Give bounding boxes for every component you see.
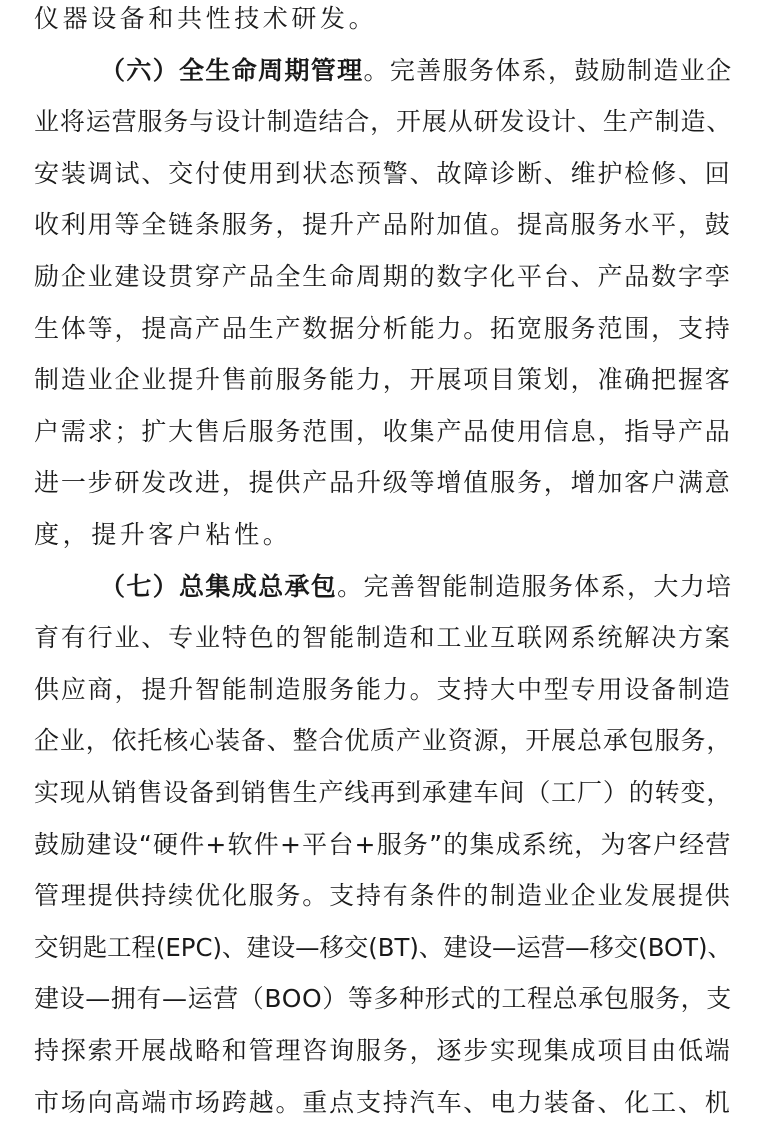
text-line — [0, 715, 760, 767]
text-line — [0, 922, 760, 974]
text-line — [0, 457, 760, 509]
text-line — [0, 96, 760, 148]
text-line — [0, 148, 760, 200]
section-heading: （七）总集成总承包 — [100, 571, 338, 601]
text-line — [0, 870, 760, 922]
body-text: 收利用等全链条服务，提升产品附加值。提高服务水平，鼓 — [34, 210, 732, 240]
body-text: 市场向高端市场跨越。重点支持汽车、电力装备、化工、机 — [34, 1087, 732, 1117]
text-line — [0, 819, 760, 871]
body-text: 实现从销售设备到销售生产线再到承建车间（工厂）的转变， — [34, 778, 733, 807]
section-heading: （六）全生命周期管理 — [100, 55, 364, 85]
body-text: 仪器设备和共性技术研发。 — [34, 4, 378, 33]
body-text: 。完善智能制造服务体系，大力培 — [337, 571, 733, 601]
text-line — [0, 1077, 760, 1129]
text-line — [0, 251, 760, 303]
body-text: 供应商，提升智能制造服务能力。支持大中型专用设备制造 — [34, 674, 732, 704]
text-line — [0, 0, 760, 45]
text-line — [0, 1025, 760, 1077]
text-line — [0, 561, 760, 613]
text-line — [0, 303, 760, 355]
body-text: 制造业企业提升售前服务能力，开展项目策划，准确把握客 — [34, 365, 732, 395]
text-line — [0, 612, 760, 664]
body-text: 建设—拥有—运营（BOO）等多种形式的工程总承包服务，支 — [34, 984, 732, 1014]
body-text: 管理提供持续优化服务。支持有条件的制造业企业发展提供 — [34, 881, 732, 911]
body-text: 励企业建设贯穿产品全生命周期的数字化平台、产品数字孪 — [34, 262, 732, 291]
body-text: 户需求；扩大售后服务范围，收集产品使用信息，指导产品 — [34, 416, 732, 446]
text-line — [0, 973, 760, 1025]
body-text: 鼓励建设“硬件+软件+平台+服务”的集成系统，为客户经营 — [34, 829, 732, 859]
body-text: 进一步研发改进，提供产品升级等增值服务，增加客户满意 — [34, 468, 732, 498]
text-line — [0, 199, 760, 251]
text-line — [0, 406, 760, 458]
body-text: 生体等，提高产品生产数据分析能力。拓宽服务范围，支持 — [34, 313, 732, 343]
body-text: 业将运营服务与设计制造结合，开展从研发设计、生产制造、 — [34, 107, 733, 137]
body-text: 。完善服务体系，鼓励制造业企 — [363, 55, 733, 85]
text-line — [0, 509, 760, 561]
text-line — [0, 354, 760, 406]
text-line — [0, 664, 760, 716]
body-text: 安装调试、交付使用到状态预警、故障诊断、维护检修、回 — [34, 158, 732, 188]
body-text: 持探索开展战略和管理咨询服务，逐步实现集成项目由低端 — [34, 1036, 732, 1065]
body-text: 育有行业、专业特色的智能制造和工业互联网系统解决方案 — [34, 623, 732, 653]
body-text: 交钥匙工程(EPC)、建设—移交(BT)、建设—运营—移交(BOT)、 — [34, 932, 732, 962]
text-line — [0, 767, 760, 819]
body-text: 度，提升客户粘性。 — [34, 520, 292, 549]
text-line — [0, 45, 760, 97]
body-text: 企业，依托核心装备、整合优质产业资源，开展总承包服务， — [34, 726, 733, 756]
